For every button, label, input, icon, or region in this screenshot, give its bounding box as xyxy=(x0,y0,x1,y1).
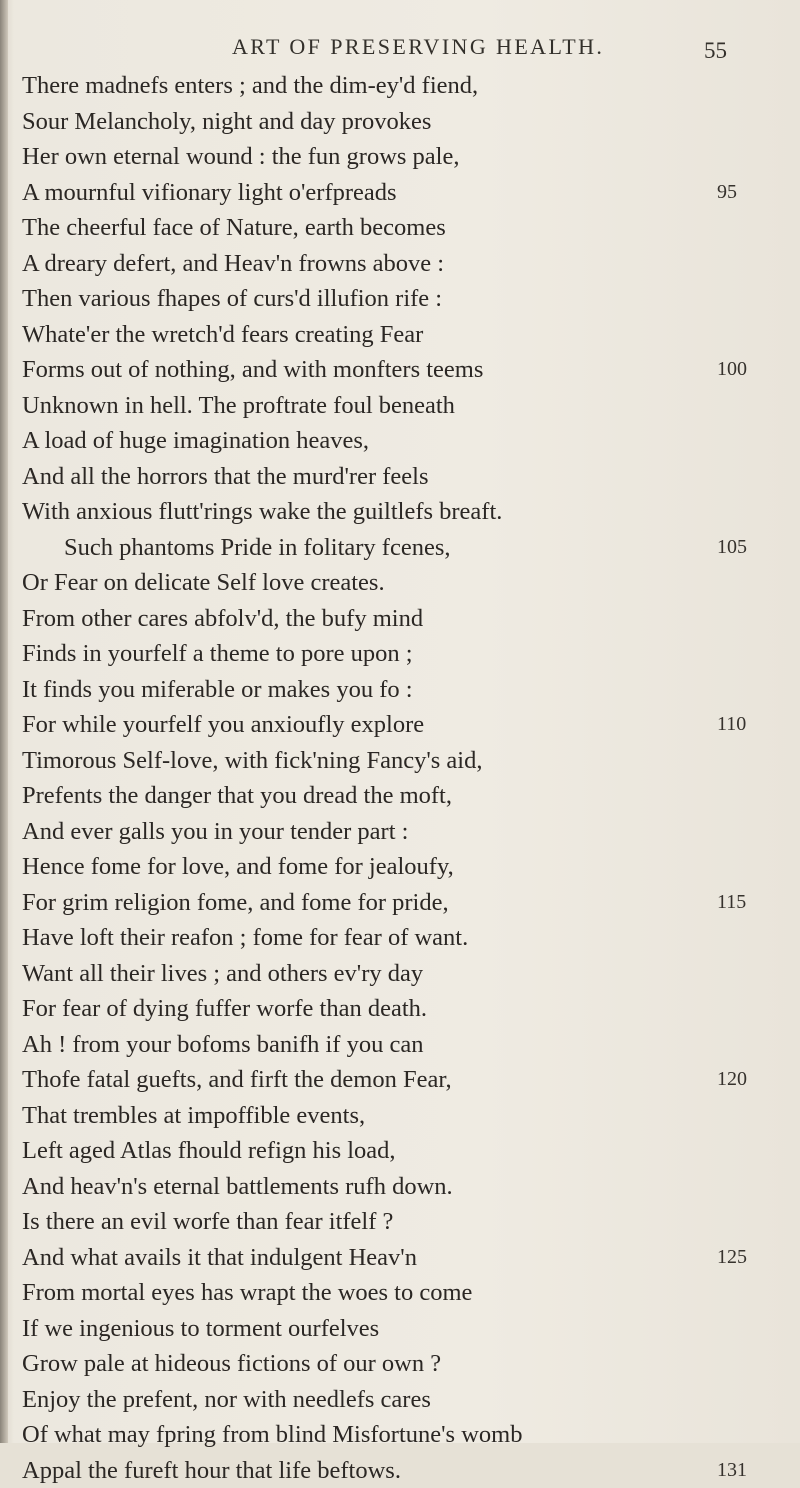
poem-line-text: And ever galls you in your tender part : xyxy=(22,814,408,850)
poem-line-text: There madnefs enters ; and the dim-ey'd fiend, xyxy=(22,68,478,104)
poem-line-text: Then various fhapes of curs'd illufion rife : xyxy=(22,281,442,317)
poem-line xyxy=(0,210,800,246)
line-number: 131 xyxy=(717,1453,747,1488)
poem-line xyxy=(0,814,800,850)
poem-line xyxy=(0,1204,800,1240)
poem-line-text: A load of huge imagination heaves, xyxy=(22,423,369,459)
poem-line-text: Forms out of nothing, and with monfters teems xyxy=(22,352,483,388)
poem-line-text: That trembles at impoffible events, xyxy=(22,1098,365,1134)
poem-line-text: Left aged Atlas fhould refign his load, xyxy=(22,1133,396,1169)
line-number: 95 xyxy=(717,175,737,211)
poem-line xyxy=(0,388,800,424)
poem-line xyxy=(0,1275,800,1311)
line-number: 110 xyxy=(717,707,746,743)
poem-line-text: A dreary defert, and Heav'n frowns above : xyxy=(22,246,444,282)
running-title: ART OF PRESERVING HEALTH. xyxy=(232,34,604,60)
poem-line xyxy=(0,1346,800,1382)
poem-line xyxy=(0,778,800,814)
poem-line xyxy=(0,636,800,672)
poem-line xyxy=(0,317,800,353)
poem-line xyxy=(0,956,800,992)
poem-line-text: Ah ! from your bofoms banifh if you can xyxy=(22,1027,423,1063)
poem-line-text: With anxious flutt'rings wake the guiltlefs breaft. xyxy=(22,494,502,530)
line-number: 125 xyxy=(717,1240,747,1276)
poem-line xyxy=(0,246,800,282)
poem-line-text: Thofe fatal guefts, and firft the demon Fear, xyxy=(22,1062,452,1098)
line-number: 120 xyxy=(717,1062,747,1098)
poem-line xyxy=(0,1311,800,1347)
poem-line-text: The cheerful face of Nature, earth becomes xyxy=(22,210,446,246)
poem-line xyxy=(0,1098,800,1134)
poem-line xyxy=(0,672,800,708)
poem-line xyxy=(0,68,800,104)
poem-line xyxy=(0,991,800,1027)
poem-body xyxy=(0,68,800,1488)
poem-line xyxy=(0,1062,800,1098)
line-number: 105 xyxy=(717,530,747,566)
poem-line-text: Whate'er the wretch'd fears creating Fear xyxy=(22,317,423,353)
poem-line xyxy=(0,849,800,885)
poem-line-text: If we ingenious to torment ourfelves xyxy=(22,1311,379,1347)
poem-line-text: For fear of dying fuffer worfe than death. xyxy=(22,991,427,1027)
poem-line xyxy=(0,175,800,211)
poem-line-text: Finds in yourfelf a theme to pore upon ; xyxy=(22,636,413,672)
poem-line-text: And all the horrors that the murd'rer feels xyxy=(22,459,429,495)
line-number: 115 xyxy=(717,885,746,921)
poem-line-text: Appal the fureft hour that life beftows. xyxy=(22,1453,401,1488)
poem-line xyxy=(0,494,800,530)
poem-line xyxy=(0,1133,800,1169)
poem-line-text: Timorous Self-love, with fick'ning Fancy's aid, xyxy=(22,743,482,779)
poem-line xyxy=(0,530,800,566)
poem-line xyxy=(0,1382,800,1418)
running-head xyxy=(0,34,800,66)
poem-line xyxy=(0,281,800,317)
poem-line-text: Have loft their reafon ; fome for fear of want. xyxy=(22,920,468,956)
poem-line-text: A mournful vifionary light o'erfpreads xyxy=(22,175,397,211)
poem-line xyxy=(0,1453,800,1488)
poem-line xyxy=(0,920,800,956)
poem-line-text: Sour Melancholy, night and day provokes xyxy=(22,104,431,140)
poem-line xyxy=(0,885,800,921)
poem-line-text: For while yourfelf you anxioufly explore xyxy=(22,707,424,743)
poem-line xyxy=(0,707,800,743)
poem-line-text: From mortal eyes has wrapt the woes to come xyxy=(22,1275,472,1311)
poem-line xyxy=(0,423,800,459)
poem-line xyxy=(0,601,800,637)
poem-line-text: And heav'n's eternal battlements rufh down. xyxy=(22,1169,453,1205)
poem-line-text: Unknown in hell. The proftrate foul beneath xyxy=(22,388,455,424)
poem-line-text: It finds you miferable or makes you fo : xyxy=(22,672,413,708)
poem-line xyxy=(0,1417,800,1453)
poem-line-text: Hence fome for love, and fome for jealoufy, xyxy=(22,849,454,885)
poem-line-text: Or Fear on delicate Self love creates. xyxy=(22,565,385,601)
poem-line-text: Grow pale at hideous fictions of our own ? xyxy=(22,1346,441,1382)
poem-line-text: Want all their lives ; and others ev'ry day xyxy=(22,956,423,992)
poem-line xyxy=(0,1240,800,1276)
poem-line-text: Such phantoms Pride in folitary fcenes, xyxy=(64,530,450,566)
poem-line-text: Her own eternal wound : the fun grows pale, xyxy=(22,139,459,175)
poem-line-text: Enjoy the prefent, nor with needlefs cares xyxy=(22,1382,431,1418)
poem-line xyxy=(0,104,800,140)
poem-line-text: Is there an evil worfe than fear itfelf ? xyxy=(22,1204,393,1240)
poem-line xyxy=(0,565,800,601)
poem-line xyxy=(0,459,800,495)
poem-line xyxy=(0,743,800,779)
poem-line xyxy=(0,139,800,175)
poem-line-text: For grim religion fome, and fome for pride, xyxy=(22,885,449,921)
poem-line-text: And what avails it that indulgent Heav'n xyxy=(22,1240,417,1276)
poem-line-text: Of what may fpring from blind Misfortune's womb xyxy=(22,1417,522,1453)
poem-line xyxy=(0,1027,800,1063)
poem-line-text: Prefents the danger that you dread the moft, xyxy=(22,778,452,814)
poem-line xyxy=(0,352,800,388)
page-number: 55 xyxy=(704,38,727,64)
poem-line-text: From other cares abfolv'd, the bufy mind xyxy=(22,601,423,637)
line-number: 100 xyxy=(717,352,747,388)
poem-line xyxy=(0,1169,800,1205)
